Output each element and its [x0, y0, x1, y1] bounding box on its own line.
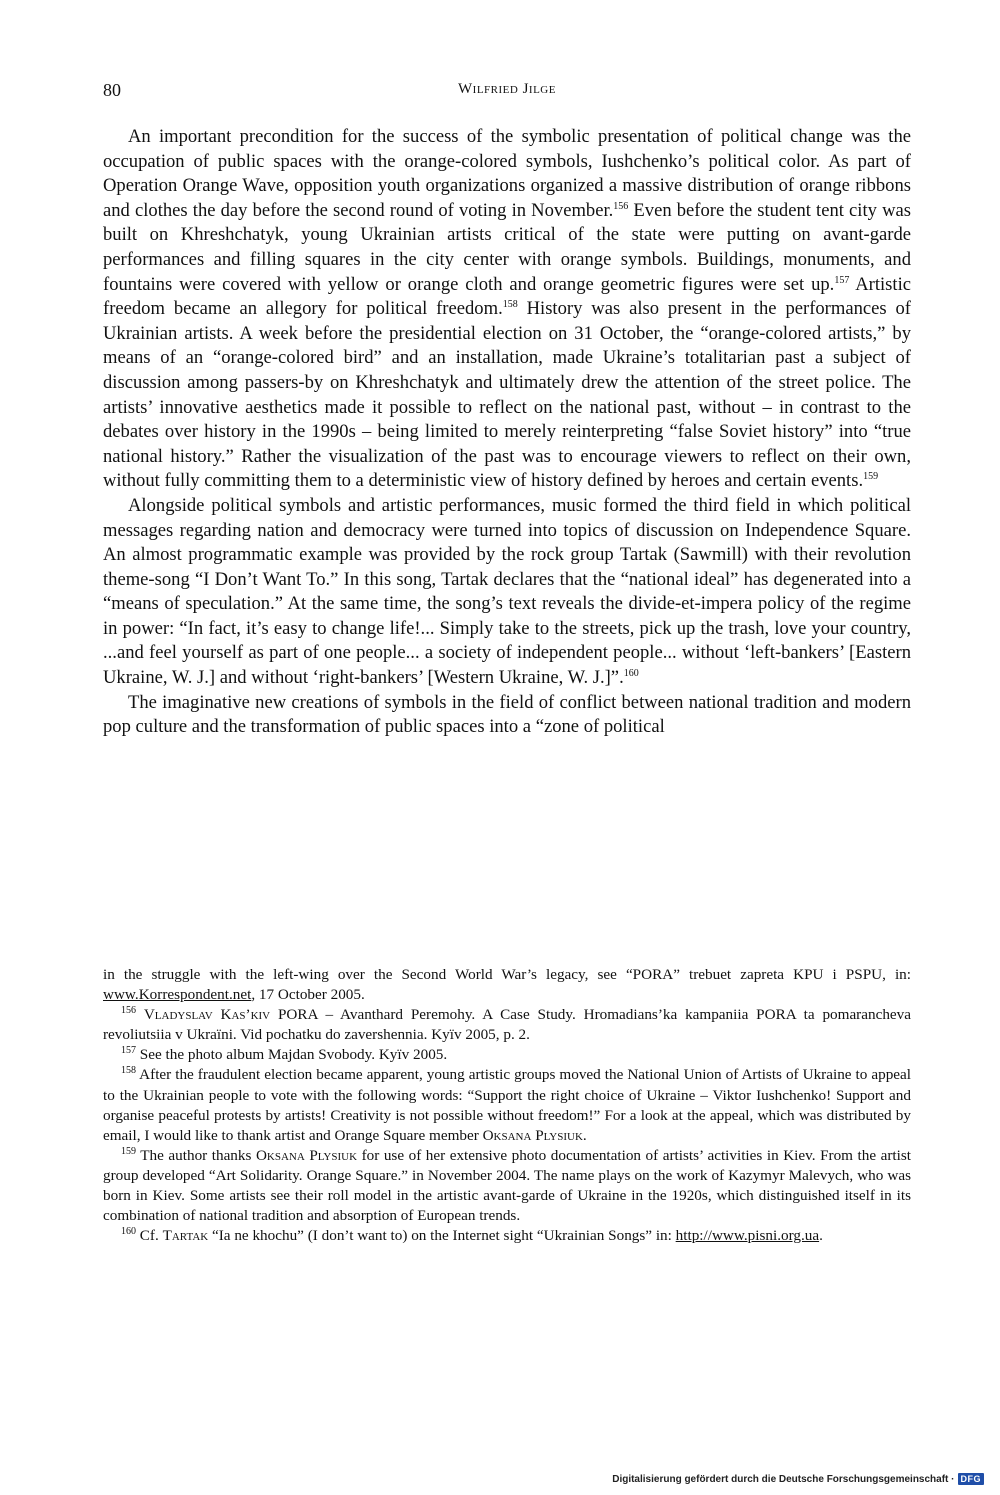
footnote-number: 157 [121, 1045, 136, 1057]
text-run: See the photo album Majdan Svobody. Kyïv 2005. [136, 1046, 448, 1064]
text-run: Alongside political symbols and artistic performances, music formed the third field in which political messages regarding nation and democracy were turned into topics of discussion on Independence Square. An almost programmatic example was provided by the rock group Tartak (Sawmill) with their revolution theme-song “I Don’t Want To.” In this song, Tartak declares that the “national ideal” has degenerated into a “means of speculation.” At the same time, the song’s text reveals the divide-et-impera policy of the regime in power: “In fact, it’s easy to change life!... Simply take to the streets, pick up the trash, love your country, ...and feel yourself as part of one people... a society of independent people... without ‘left-bankers’ [Eastern Ukraine, W. J.] and without ‘right-bankers’ [Western Ukraine, W. J.]”. [103, 494, 911, 689]
text-run: Artistic freedom became an allegory for political freedom. [103, 273, 911, 320]
footnote-band-name: Tartak [162, 1227, 209, 1245]
text-run: After the fraudulent election became apparent, young artistic groups moved the National Union of Artists of Ukraine to appeal to the Ukrainian people to vote with the following words: “Support the right choice of Ukraine – Viktor Iushchenko! Support and organise peaceful protests by artists! Creativity is not possible without freedom!” For a look at the appeal, which was distributed by email, I would like to thank artist and Orange Square member [103, 1066, 911, 1144]
text-run: Even before the student tent city was built on Khreshchatyk, young Ukrainian artists critical of the state were putting on avant-garde performances and filling squares in the city center with orange symbols. Buildings, monuments, and fountains were covered with yellow or orange cloth and orange geometric figures were set up. [103, 199, 911, 295]
footnote-link[interactable]: http://www.pisni.org.ua [675, 1227, 820, 1245]
footnote-link[interactable]: www.Korrespondent.net [103, 986, 252, 1004]
digitization-credit [612, 1473, 984, 1485]
text-run: The author thanks [136, 1146, 256, 1164]
footnotes [103, 965, 911, 1246]
footnote-158 [103, 1065, 911, 1145]
paragraph-1 [103, 125, 911, 494]
text-run: “Ia ne khochu” (I don’t want to) on the Internet sight “Ukrainian Songs” in: [208, 1227, 676, 1245]
main-text [103, 125, 911, 740]
footnote-number: 156 [121, 1005, 136, 1017]
footnote-ref-158: 158 [502, 298, 518, 310]
text-run: for use of her extensive photo documentation of artists’ activities in Kiev. From the artist group developed “Art Solidarity. Orange Square.” in November 2004. The name plays on the work of Kazymyr Malevych, who was born in Kiev. Some artists see their roll model in the artistic avant-garde of Ukraine in the 1920s, which distinguished itself in its combination of national tradition and absorption of European trends. [103, 1146, 911, 1225]
paragraph-3: The imaginative new creations of symbols in the field of conflict between national tradition and modern pop culture and the transformation of public spaces into a “zone of political [103, 691, 911, 738]
footnote-ref-157: 157 [834, 274, 850, 286]
text-run: . [582, 1126, 587, 1144]
text-run: PORA – Avanthard Peremohy. A Case Study. Hromadians’ka kampaniia PORA ta pomarancheva revoliutsiia v Ukraïni. Vid pochatku do zavershennia. Kyïv 2005, p. 2. [103, 1006, 911, 1044]
footnote-number: 158 [121, 1065, 136, 1077]
footnote-person-name: Oksana Plysiuk [482, 1126, 583, 1144]
running-head: Wilfried Jilge [458, 81, 556, 97]
footnote-ref-159: 159 [863, 471, 879, 483]
footnote-author: Vladyslav Kas’kiv [143, 1006, 271, 1024]
footnote-ref-160: 160 [623, 667, 639, 679]
text-run: An important precondition for the success of the symbolic presentation of political change was the occupation of public spaces with the orange-colored symbols, Iushchenko’s political color. As part of Operation Orange Wave, opposition youth organizations organized a massive distribution of orange ribbons and clothes the day before the second round of voting in November. [103, 126, 911, 221]
footnote-person-name: Oksana Plysiuk [255, 1146, 358, 1164]
credit-text: Digitalisierung gefördert durch die Deutsche Forschungsgemeinschaft · [612, 1473, 955, 1485]
footnote-ref-156: 156 [613, 200, 629, 212]
footnote-number: 160 [121, 1226, 136, 1238]
text-run: in the struggle with the left-wing over the Second World War’s legacy, see “PORA” trebuet zapreta KPU i PSPU, in: [103, 966, 911, 983]
text-run: Cf. [136, 1227, 163, 1245]
text-run: . [819, 1227, 823, 1245]
dfg-logo: DFG [958, 1473, 985, 1485]
text-run: History was also present in the performances of Ukrainian artists. A week before the presidential election on 31 October, the “orange-colored artists,” by means of an “orange-colored bird” and an installation, made Ukraine’s totalitarian past a subject of discussion among passers-by on Khreshchatyk and ultimately drew the attention of the street police. The artists’ innovative aesthetics made it possible to reflect on the national past, without – in contrast to the debates over history in the 1990s – being limited to merely reinterpreting “false Soviet history” into “true national history.” Rather the visualization of the past was to encourage viewers to reflect on their own, without fully committing them to a deterministic view of history defined by heroes and certain events. [103, 298, 912, 492]
text-run: , 17 October 2005. [251, 986, 365, 1004]
footnote-157 [103, 1045, 911, 1065]
footnote-156 [103, 1005, 911, 1045]
page-number: 80 [103, 80, 121, 100]
footnote-continuation [103, 965, 911, 1005]
paragraph-2 [103, 494, 911, 691]
footnote-159 [103, 1146, 911, 1226]
footnote-160 [103, 1226, 911, 1246]
footnote-number: 159 [121, 1145, 136, 1157]
page-header [103, 80, 911, 104]
